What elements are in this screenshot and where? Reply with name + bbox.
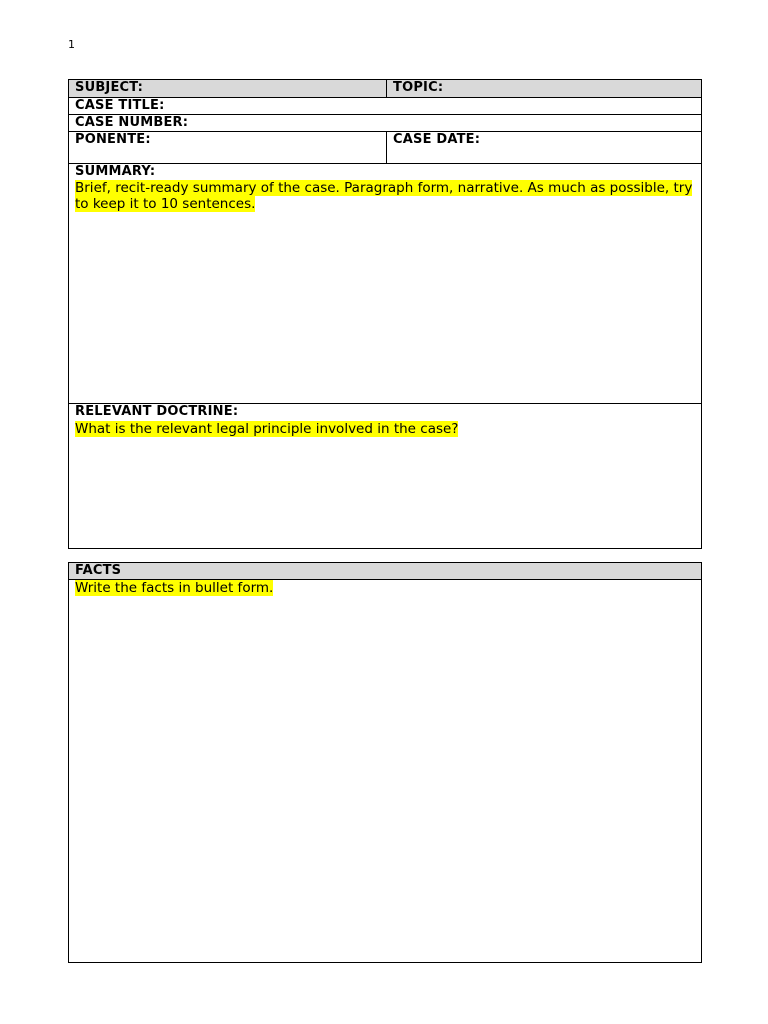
case-title-cell[interactable] (69, 98, 702, 115)
relevant-doctrine-label: RELEVANT DOCTRINE: (75, 404, 239, 419)
subject-label: SUBJECT: (75, 80, 144, 95)
case-digest-table (68, 79, 702, 549)
summary-cell[interactable] (69, 164, 702, 404)
relevant-doctrine-cell[interactable] (69, 404, 702, 549)
case-date-cell[interactable] (387, 132, 702, 164)
case-number-label: CASE NUMBER: (75, 115, 189, 130)
case-number-cell[interactable] (69, 115, 702, 132)
page-number: 1 (68, 38, 75, 51)
ponente-cell[interactable] (69, 132, 387, 164)
ponente-label: PONENTE: (75, 132, 151, 147)
topic-cell[interactable] (387, 80, 702, 98)
facts-cell[interactable] (69, 580, 702, 963)
facts-instruction: Write the facts in bullet form. (75, 580, 274, 596)
topic-label: TOPIC: (393, 80, 444, 95)
subject-cell[interactable] (69, 80, 387, 98)
summary-instruction: Brief, recit-ready summary of the case. Paragraph form, narrative. As much as possible, try to keep it to 10 sentences. (75, 180, 693, 212)
relevant-doctrine-instruction: What is the relevant legal principle involved in the case? (75, 421, 459, 437)
facts-label: FACTS (75, 563, 122, 578)
summary-label: SUMMARY: (75, 164, 156, 179)
facts-header-cell (69, 563, 702, 580)
case-title-label: CASE TITLE: (75, 98, 165, 113)
case-date-label: CASE DATE: (393, 132, 481, 147)
facts-table (68, 562, 702, 963)
